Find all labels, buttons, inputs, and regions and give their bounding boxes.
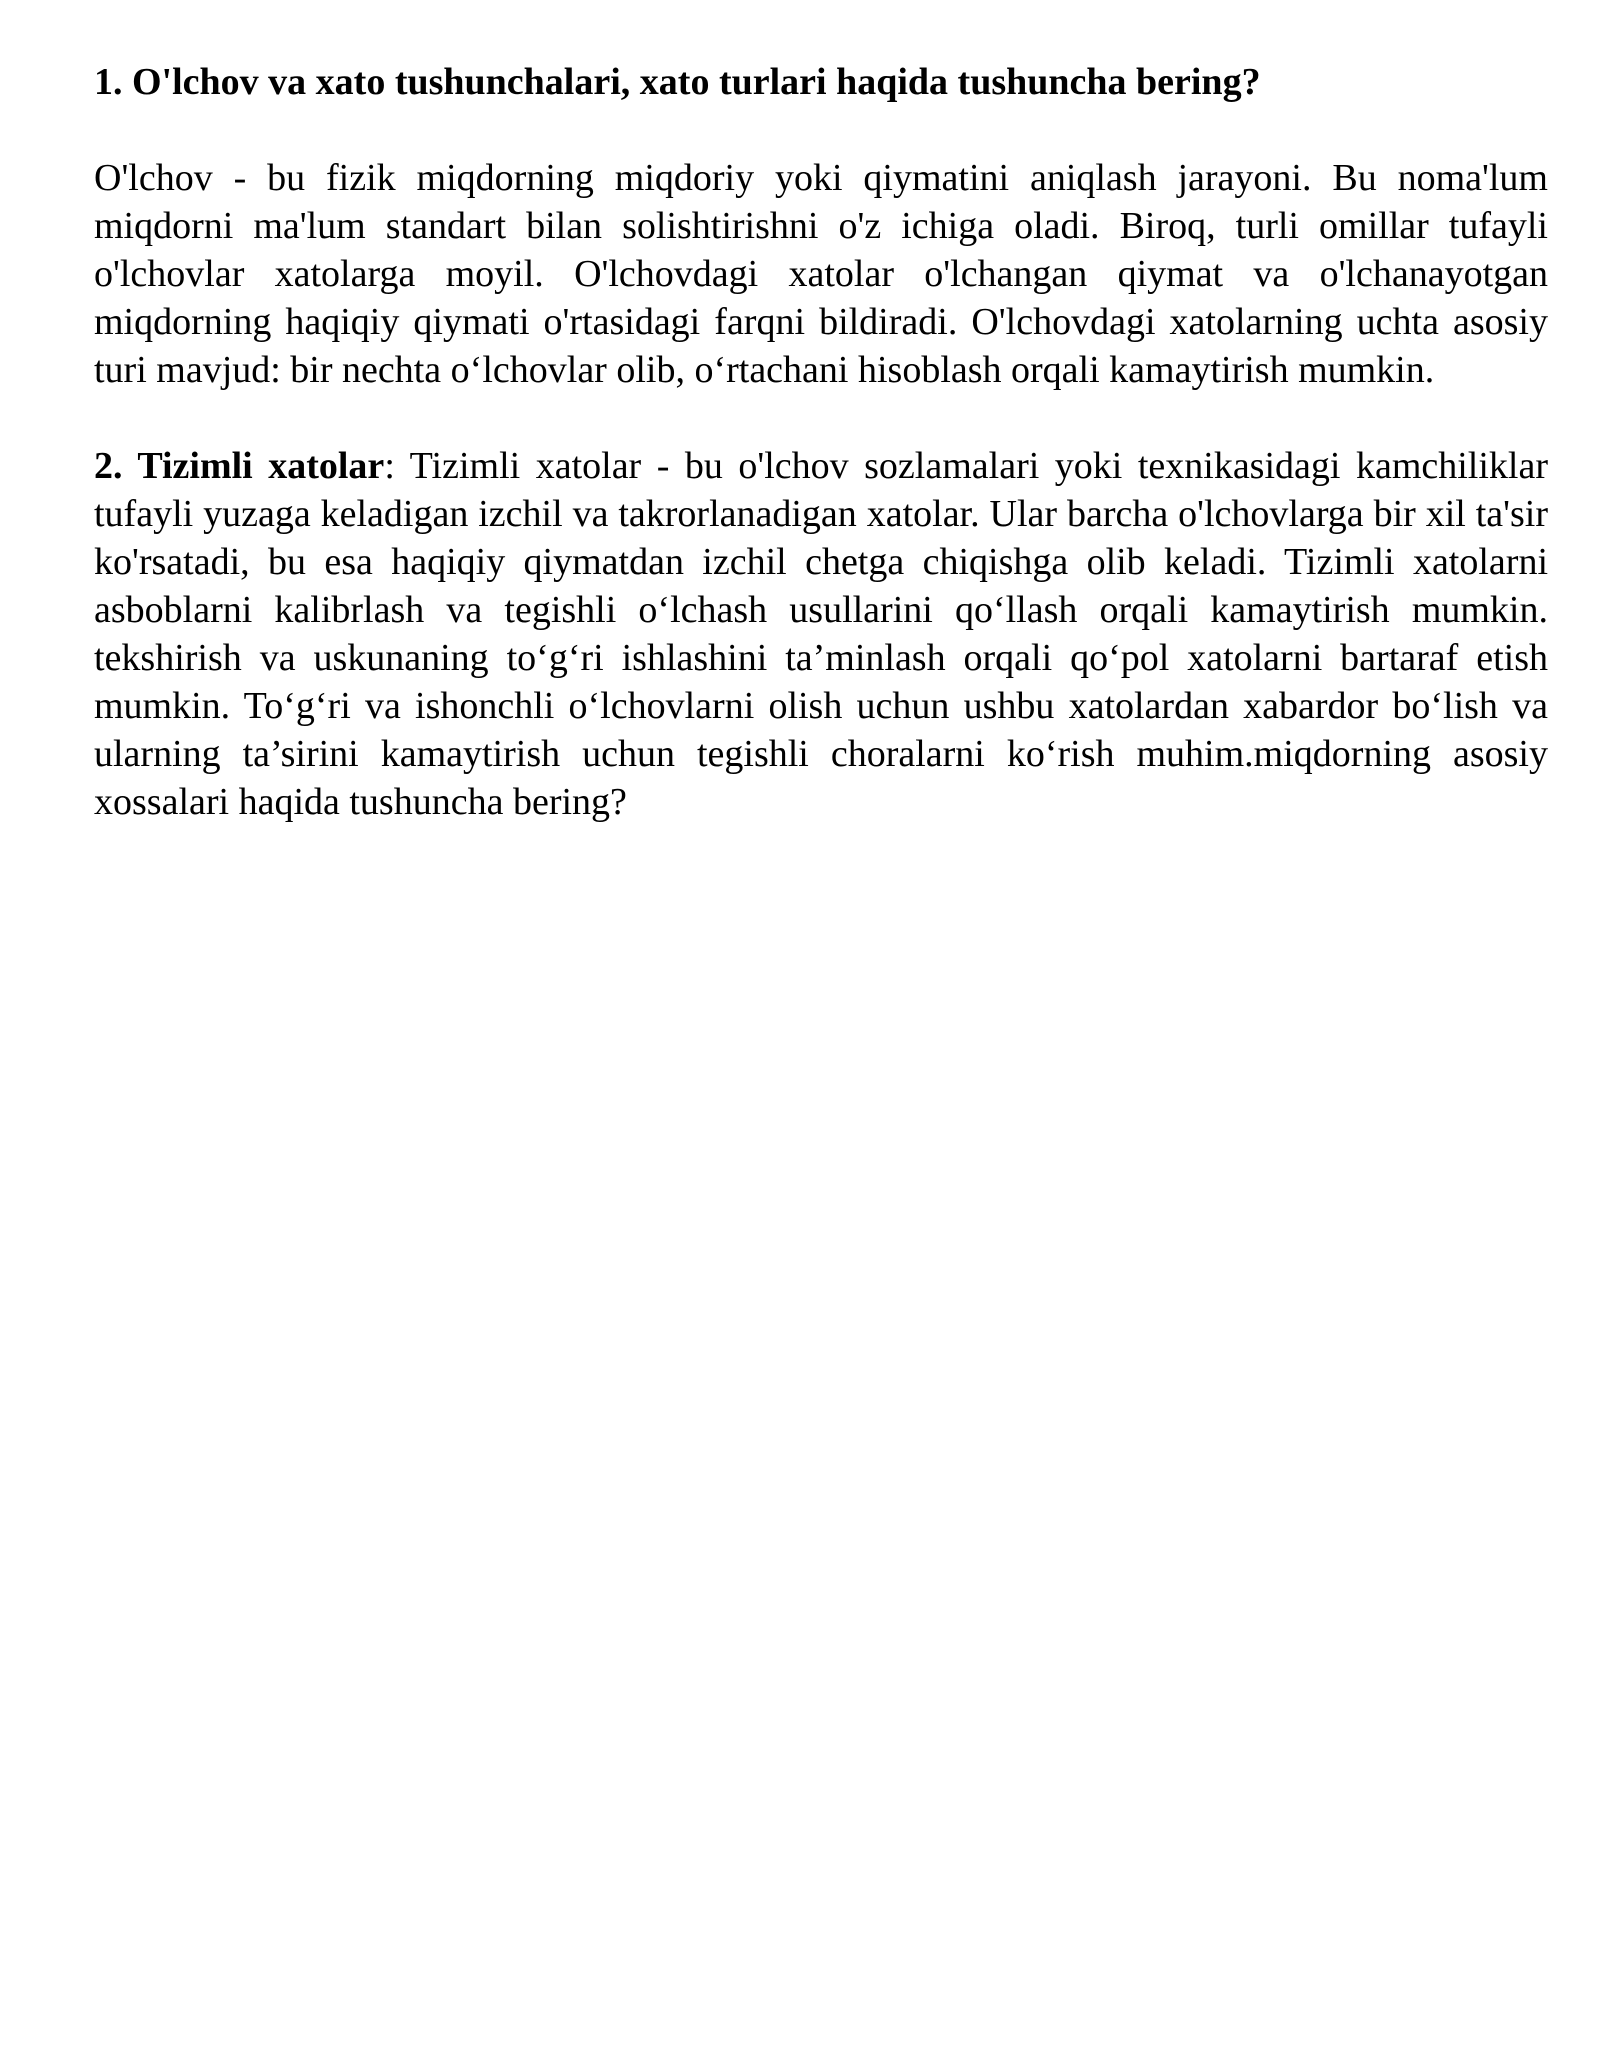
paragraph-systematic-errors [94, 442, 1548, 826]
systematic-errors-title: 2. Tizimli xatolar [94, 445, 385, 487]
document-page [94, 58, 1548, 826]
paragraph-measurement-definition: O'lchov - bu fizik miqdorning miqdoriy yoki qiymatini aniqlash jarayoni. Bu noma'lum miqdorni ma'lum standart bilan solishtirishni o'z ichiga oladi. Biroq, turli omillar tufayli o'lchovlar xatolarga moyil. O'lchovdagi xatolar o'lchangan qiymat va o'lchanayotgan miqdorning haqiqiy qiymati o'rtasidagi farqni bildiradi. O'lchovdagi xatolarning uchta asosiy turi mavjud: bir nechta o‘lchovlar olib, o‘rtachani hisoblash orqali kamaytirish mumkin. [94, 157, 1548, 391]
question-heading: 1. O'lchov va xato tushunchalari, xato turlari haqida tushuncha bering? [94, 61, 1261, 103]
systematic-errors-text: : Tizimli xatolar - bu o'lchov sozlamalari yoki texnikasidagi kamchiliklar tufayli yuzaga keladigan izchil va takrorlanadigan xatolar. Ular barcha o'lchovlarga bir xil ta'sir ko'rsatadi, bu esa haqiqiy qiymatdan izchil chetga chiqishga olib keladi. Tizimli xatolarni asboblarni kalibrlash va tegishli o‘lchash usullarini qo‘llash orqali kamaytirish mumkin. tekshirish va uskunaning to‘g‘ri ishlashini ta’minlash orqali qo‘pol xatolarni bartaraf etish mumkin. To‘g‘ri va ishonchli o‘lchovlarni olish uchun ushbu xatolardan xabardor bo‘lish va ularning ta’sirini kamaytirish uchun tegishli choralarni ko‘rish muhim.miqdorning asosiy xossalari haqida tushuncha bering? [94, 445, 1548, 823]
